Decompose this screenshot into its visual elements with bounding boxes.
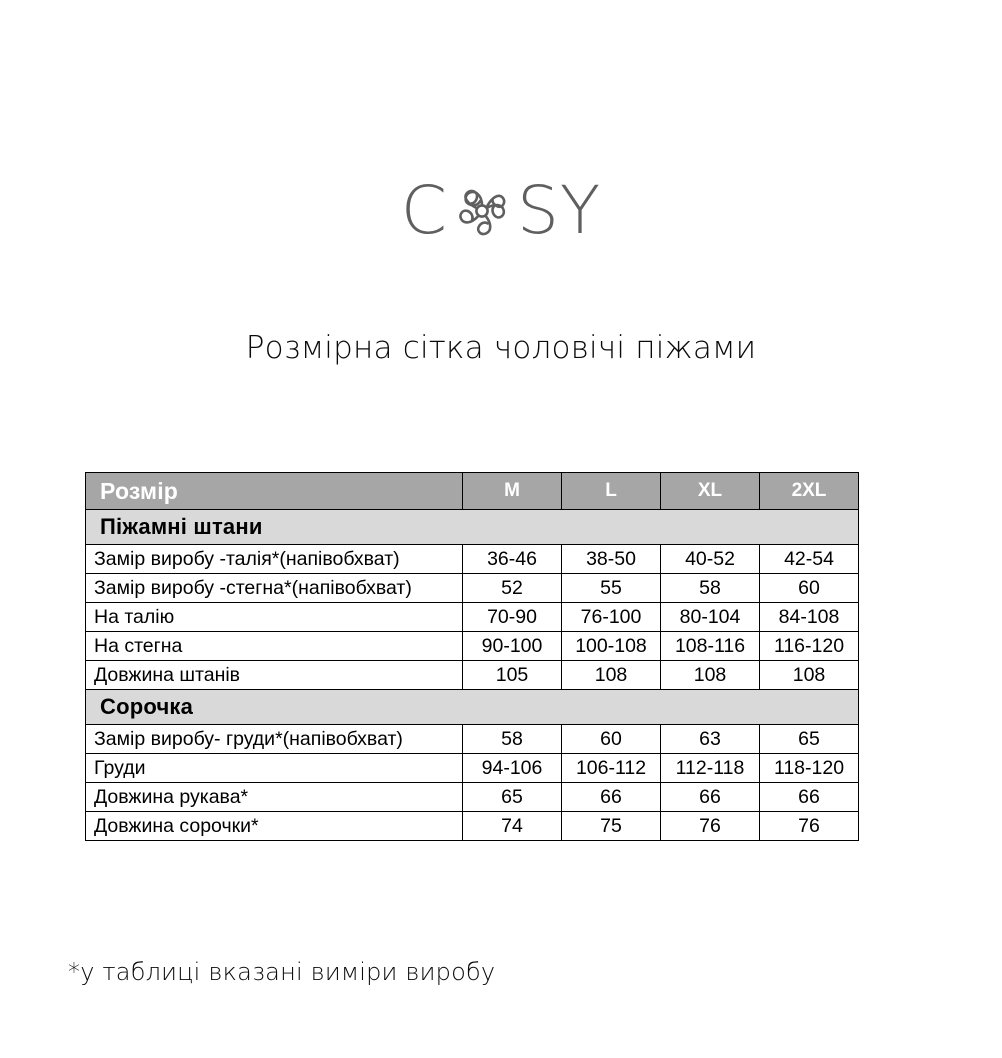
table-row — [86, 545, 859, 574]
row-value-xl: 112-118 — [661, 754, 760, 783]
row-value-l: 76-100 — [562, 603, 661, 632]
row-label: Замір виробу -стегна*(напівобхват) — [86, 574, 463, 603]
row-value-m: 94-106 — [463, 754, 562, 783]
row-value-l: 100-108 — [562, 632, 661, 661]
header-cell-size-m: M — [463, 473, 562, 510]
footnote: *у таблиці вказані виміри виробу — [68, 958, 496, 986]
table-row — [86, 754, 859, 783]
row-label: На стегна — [86, 632, 463, 661]
row-label: На талію — [86, 603, 463, 632]
table-row — [86, 812, 859, 841]
row-value-2xl: 65 — [760, 725, 859, 754]
row-value-xl: 63 — [661, 725, 760, 754]
table-header-row — [86, 473, 859, 510]
section-header-row-pants — [86, 510, 859, 545]
header-cell-size-2xl: 2XL — [760, 473, 859, 510]
row-value-2xl: 42-54 — [760, 545, 859, 574]
row-value-m: 105 — [463, 661, 562, 690]
row-value-xl: 108-116 — [661, 632, 760, 661]
row-value-m: 90-100 — [463, 632, 562, 661]
brand-logo-letters-right: SY — [516, 172, 602, 249]
table-row — [86, 574, 859, 603]
page-title: Розмірна сітка чоловічі піжами — [245, 330, 757, 366]
row-value-m: 58 — [463, 725, 562, 754]
row-value-xl: 58 — [661, 574, 760, 603]
row-value-m: 52 — [463, 574, 562, 603]
row-value-xl: 40-52 — [661, 545, 760, 574]
table-row — [86, 632, 859, 661]
row-value-xl: 76 — [661, 812, 760, 841]
table-row — [86, 603, 859, 632]
row-value-l: 108 — [562, 661, 661, 690]
row-value-l: 38-50 — [562, 545, 661, 574]
row-value-2xl: 76 — [760, 812, 859, 841]
row-value-2xl: 108 — [760, 661, 859, 690]
table-row — [86, 725, 859, 754]
section-title-pants: Піжамні штани — [86, 510, 859, 545]
brand-logo — [0, 172, 1002, 249]
section-title-shirt: Сорочка — [86, 690, 859, 725]
row-value-2xl: 84-108 — [760, 603, 859, 632]
header-cell-size-label: Розмір — [86, 473, 463, 510]
row-label: Довжина сорочки* — [86, 812, 463, 841]
row-value-xl: 66 — [661, 783, 760, 812]
header-cell-size-l: L — [562, 473, 661, 510]
table-row — [86, 783, 859, 812]
row-label: Довжина штанів — [86, 661, 463, 690]
row-value-l: 106-112 — [562, 754, 661, 783]
table-row — [86, 661, 859, 690]
row-value-m: 65 — [463, 783, 562, 812]
row-value-l: 60 — [562, 725, 661, 754]
row-label: Груди — [86, 754, 463, 783]
row-label: Замір виробу- груди*(напівобхват) — [86, 725, 463, 754]
row-label: Замір виробу -талія*(напівобхват) — [86, 545, 463, 574]
row-value-2xl: 66 — [760, 783, 859, 812]
row-value-xl: 80-104 — [661, 603, 760, 632]
row-value-2xl: 116-120 — [760, 632, 859, 661]
row-value-2xl: 118-120 — [760, 754, 859, 783]
row-value-m: 70-90 — [463, 603, 562, 632]
table-body — [86, 510, 859, 841]
flower-loop-icon — [451, 180, 513, 242]
row-value-l: 66 — [562, 783, 661, 812]
row-label: Довжина рукава* — [86, 783, 463, 812]
section-header-row-shirt — [86, 690, 859, 725]
row-value-2xl: 60 — [760, 574, 859, 603]
header-cell-size-xl: XL — [661, 473, 760, 510]
size-chart-table-container — [85, 472, 858, 841]
row-value-l: 75 — [562, 812, 661, 841]
size-chart-table — [85, 472, 859, 841]
row-value-m: 74 — [463, 812, 562, 841]
row-value-l: 55 — [562, 574, 661, 603]
row-value-m: 36-46 — [463, 545, 562, 574]
brand-logo-letter-left: C — [400, 172, 448, 249]
row-value-xl: 108 — [661, 661, 760, 690]
